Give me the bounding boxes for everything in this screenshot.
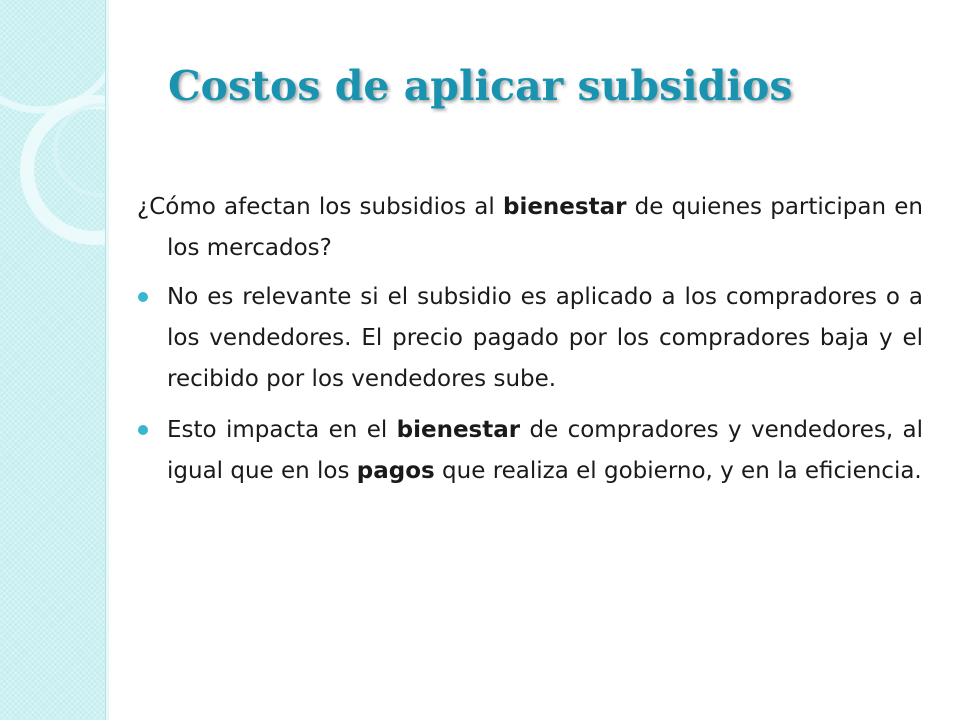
sidebar-edge bbox=[105, 0, 109, 720]
bullet-icon bbox=[138, 292, 148, 302]
emphasis-bienestar: bienestar bbox=[396, 417, 521, 443]
decorative-sidebar bbox=[0, 0, 105, 720]
decorative-circles bbox=[0, 0, 105, 720]
bullet-item: Esto impacta en el bienestar de compradores y vendedores, al igual que en los pagos que realiza el gobierno, y en la eficiencia. bbox=[137, 410, 923, 492]
slide-content bbox=[137, 187, 923, 502]
bullet-text: No es relevante si el subsidio es aplicado a los compradores o a los vendedores. El precio pagado por los compradores baja y el recibido por los vendedores sube. bbox=[167, 284, 923, 392]
question-paragraph: ¿Cómo afectan los subsidios al bienestar de quienes participan en los mercados? bbox=[137, 194, 924, 261]
emphasis-bienestar: bienestar bbox=[502, 194, 627, 220]
emphasis-pagos: pagos bbox=[356, 458, 435, 484]
bullet-icon bbox=[138, 425, 148, 435]
slide-title: Costos de aplicar subsidios bbox=[168, 62, 793, 110]
bullet-item bbox=[137, 277, 923, 400]
